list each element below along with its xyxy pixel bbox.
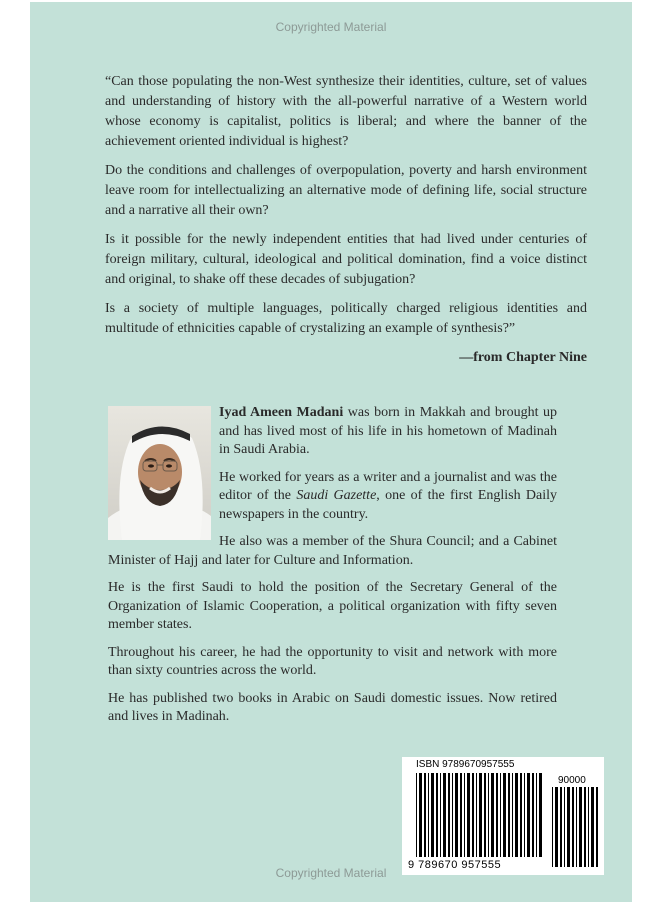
barcode-bar bbox=[539, 773, 542, 857]
quote-paragraph: Is a society of multiple languages, politically charged religious identities and multitude of ethnicities capable of crystalizing an example of synthesis?” bbox=[105, 301, 587, 336]
bio-paragraph: He worked for years as a writer and a journalist and was the editor of the Saudi Gazette, one of the first English Daily newspapers in the country. bbox=[219, 469, 558, 522]
barcode-bar bbox=[555, 787, 558, 867]
quote-attribution: —from Chapter Nine bbox=[459, 350, 587, 365]
barcode-bar bbox=[488, 773, 489, 857]
barcode-bar bbox=[419, 773, 422, 857]
barcode-bar bbox=[467, 773, 470, 857]
barcode-bar bbox=[579, 787, 582, 867]
barcode-bar bbox=[428, 773, 429, 857]
barcode-bar bbox=[440, 773, 441, 857]
author-photo bbox=[108, 406, 211, 540]
quote-paragraph: “Can those populating the non-West synthesize their identities, culture, set of values and understanding of history with the all-powerful narrative of a Western world whose economy is capitalist, politics is liberal; and where the banner of the achievement oriented individual is highest? bbox=[105, 74, 587, 149]
barcode-bar bbox=[588, 787, 589, 867]
barcode-bar bbox=[479, 773, 482, 857]
barcode-bar bbox=[416, 773, 417, 857]
barcode-bar bbox=[476, 773, 477, 857]
excerpt-quote bbox=[105, 72, 587, 368]
barcode-bar bbox=[484, 773, 486, 857]
barcode-bar bbox=[584, 787, 586, 867]
bio-paragraph: Throughout his career, he had the opportunity to visit and network with more than sixty countries across the world. bbox=[108, 644, 557, 678]
barcode-bar bbox=[448, 773, 450, 857]
barcode-bar bbox=[472, 773, 474, 857]
barcode-bar bbox=[527, 773, 530, 857]
watermark-top: Copyrighted Material bbox=[275, 20, 387, 34]
barcode-bar bbox=[560, 787, 562, 867]
bio-paragraph: He is the first Saudi to hold the position of the Secretary General of the Organization of Islamic Cooperation, a political organization with fifty seven member states. bbox=[108, 580, 557, 632]
quote-paragraph: Is it possible for the newly independent entities that had lived under centuries of foreign military, cultural, ideological and political domination, find a voice distinct and original, to shake off these decades of subjugation? bbox=[105, 232, 587, 287]
barcode-bar bbox=[464, 773, 465, 857]
newspaper-title: Saudi Gazette bbox=[296, 488, 377, 503]
price-code: 90000 bbox=[558, 775, 586, 786]
barcode-bar bbox=[491, 773, 494, 857]
barcode-digits: 9 789670 957555 bbox=[408, 859, 502, 871]
barcode-bar bbox=[455, 773, 458, 857]
barcode-bar bbox=[532, 773, 534, 857]
barcode-bar bbox=[503, 773, 506, 857]
barcode-bar bbox=[536, 773, 537, 857]
barcode-bar bbox=[443, 773, 446, 857]
barcode-bar bbox=[424, 773, 426, 857]
isbn-barcode bbox=[402, 757, 604, 875]
barcode-bar bbox=[524, 773, 525, 857]
barcode-bar bbox=[496, 773, 498, 857]
bio-paragraph: He also was a member of the Shura Council; and a Cabinet Minister of Hajj and later for Culture and Information. bbox=[108, 534, 557, 568]
bio-paragraph: He has published two books in Arabic on Saudi domestic issues. Now retired and lives in Madinah. bbox=[108, 690, 557, 724]
barcode-bars bbox=[402, 757, 604, 875]
barcode-bar bbox=[596, 787, 598, 867]
barcode-bar bbox=[572, 787, 574, 867]
barcode-bar bbox=[515, 773, 518, 857]
barcode-bar bbox=[591, 787, 594, 867]
author-name: Iyad Ameen Madani bbox=[219, 405, 344, 420]
bio-paragraph: Iyad Ameen Madani was born in Makkah and brought up and has lived most of his life in his hometown of Madinah in Saudi Arabia. bbox=[219, 405, 558, 457]
barcode-bar bbox=[576, 787, 577, 867]
quote-paragraph: Do the conditions and challenges of overpopulation, poverty and harsh environment leave room for intellectualizing an alternative mode of defining life, social structure and a narrative all their own? bbox=[105, 163, 587, 218]
barcode-bar bbox=[500, 773, 501, 857]
barcode-bar bbox=[552, 787, 553, 867]
barcode-bar bbox=[512, 773, 513, 857]
author-bio bbox=[108, 404, 557, 736]
barcode-bar bbox=[520, 773, 522, 857]
barcode-bar bbox=[567, 787, 570, 867]
barcode-bar bbox=[431, 773, 434, 857]
watermark-bottom: Copyrighted Material bbox=[275, 866, 387, 880]
barcode-bar bbox=[452, 773, 453, 857]
barcode-bar bbox=[508, 773, 510, 857]
isbn-label: ISBN 9789670957555 bbox=[416, 759, 515, 770]
barcode-bar bbox=[564, 787, 565, 867]
barcode-bar bbox=[460, 773, 462, 857]
barcode-bar bbox=[436, 773, 438, 857]
